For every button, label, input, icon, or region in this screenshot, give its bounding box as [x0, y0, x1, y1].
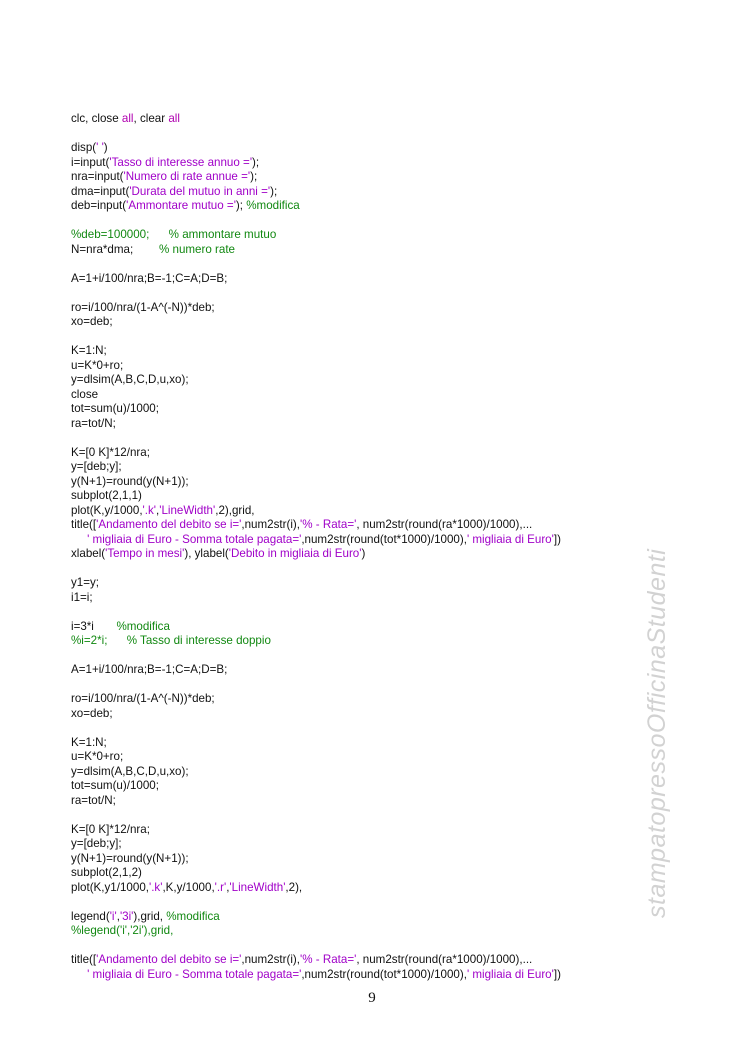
- code-string: 'Tempo in mesi': [105, 547, 185, 560]
- code-text: dma=input(: [71, 184, 130, 198]
- code-text: [71, 533, 87, 546]
- code-text: ): [361, 547, 366, 560]
- code-line: [71, 301, 561, 316]
- code-text: y(N+1)=round(y(N+1));: [71, 851, 189, 865]
- code-string: 'LineWidth': [159, 503, 216, 517]
- code-text: A=1+i/100/nra;B=-1;C=A;D=B;: [71, 271, 228, 285]
- code-line: [71, 185, 561, 200]
- code-text: );: [252, 155, 260, 169]
- code-text: K=1:N;: [71, 735, 107, 749]
- code-text: ,K,y/1000,: [162, 880, 215, 894]
- code-string: ' migliaia di Euro - Somma totale pagata=': [87, 967, 302, 981]
- code-string: '3i': [119, 909, 134, 923]
- code-line: [71, 663, 561, 678]
- code-text: ,num2str(round(tot*1000)/1000),: [301, 967, 467, 981]
- code-keyword: all: [121, 112, 134, 125]
- code-line: [71, 968, 561, 983]
- code-string: '% - Rata=': [300, 953, 357, 966]
- blank-line: [71, 562, 561, 577]
- code-text: K=[0 K]*12/nra;: [71, 822, 150, 836]
- code-comment: %legend('i','2i'),grid,: [71, 924, 174, 937]
- blank-line: [71, 605, 561, 620]
- code-line: [71, 707, 561, 722]
- code-text: [71, 968, 87, 981]
- code-line: [71, 924, 561, 939]
- code-line: [71, 504, 561, 519]
- code-text: y=[deb;y];: [71, 837, 122, 850]
- blank-line: [71, 939, 561, 954]
- blank-line: [71, 330, 561, 345]
- code-line: [71, 315, 561, 330]
- code-comment: % numero rate: [158, 242, 236, 256]
- code-text: deb=input(: [71, 199, 127, 212]
- code-line: [71, 692, 561, 707]
- code-text: plot(K,y1/1000,: [71, 880, 149, 894]
- code-text: ]): [553, 967, 561, 981]
- code-string: ' migliaia di Euro': [466, 532, 554, 546]
- code-text: i1=i;: [71, 590, 93, 604]
- code-string: ' migliaia di Euro': [466, 967, 554, 981]
- code-line: [71, 794, 561, 809]
- code-comment: %i=2*i; % Tasso di interesse doppio: [71, 634, 271, 647]
- code-text: K=[0 K]*12/nra;: [71, 445, 150, 459]
- code-string: '% - Rata=': [300, 518, 357, 531]
- code-line: [71, 533, 561, 548]
- code-text: ,2),grid,: [215, 503, 255, 517]
- code-text: y=[deb;y];: [71, 460, 122, 473]
- code-text: ): [103, 141, 108, 154]
- code-text: , clear: [133, 112, 169, 125]
- code-line: [71, 576, 561, 591]
- blank-line: [71, 895, 561, 910]
- code-comment: %modifica: [246, 199, 300, 212]
- code-line: [71, 634, 561, 649]
- code-text: title([: [71, 953, 97, 966]
- code-line: [71, 417, 561, 432]
- code-line: [71, 852, 561, 867]
- code-text: , num2str(round(ra*1000)/1000),...: [356, 518, 533, 531]
- code-text: ,num2str(round(tot*1000)/1000),: [301, 532, 467, 546]
- code-text: );: [250, 170, 258, 183]
- code-line: [71, 359, 561, 374]
- code-line: [71, 112, 561, 127]
- code-text: ,: [226, 880, 230, 894]
- code-text: ]): [553, 532, 561, 546]
- code-line: [71, 272, 561, 287]
- code-line: [71, 344, 561, 359]
- code-line: [71, 736, 561, 751]
- code-text: subplot(2,1,1): [71, 489, 142, 502]
- code-string: 'Andamento del debito se i=': [96, 518, 242, 531]
- code-string: 'Ammontare mutuo =': [126, 199, 236, 212]
- code-comment: %modifica: [166, 909, 220, 923]
- code-line: [71, 910, 561, 925]
- code-text: ),grid,: [133, 909, 167, 923]
- code-text: xo=deb;: [71, 706, 113, 720]
- code-text: clc, close: [71, 112, 122, 125]
- code-line: [71, 141, 561, 156]
- code-comment: %modifica: [116, 619, 170, 633]
- code-text: ra=tot/N;: [71, 416, 116, 430]
- code-text: y(N+1)=round(y(N+1));: [71, 474, 189, 488]
- code-text: i=3*i: [71, 619, 117, 633]
- watermark: stampatopressoOfficinaStudenti: [643, 548, 671, 918]
- code-text: i=input(: [71, 155, 110, 169]
- code-text: );: [235, 199, 247, 212]
- code-string: '.k': [149, 880, 163, 894]
- code-text: y=dlsim(A,B,C,D,u,xo);: [71, 373, 189, 386]
- code-line: [71, 373, 561, 388]
- code-text: ,num2str(i),: [241, 953, 301, 966]
- blank-line: [71, 678, 561, 693]
- code-string: 'Tasso di interesse annuo =': [109, 155, 253, 169]
- code-text: tot=sum(u)/1000;: [71, 779, 159, 792]
- code-text: ,: [156, 503, 160, 517]
- code-text: u=K*0+ro;: [71, 358, 124, 372]
- code-text: ro=i/100/nra/(1-A^(-N))*deb;: [71, 300, 215, 314]
- code-string: ' ': [96, 141, 104, 154]
- blank-line: [71, 257, 561, 272]
- code-text: xlabel(: [71, 547, 106, 560]
- code-text: ra=tot/N;: [71, 793, 116, 807]
- code-text: xo=deb;: [71, 315, 113, 328]
- code-text: ,: [116, 909, 120, 923]
- code-line: [71, 750, 561, 765]
- code-text: close: [71, 387, 99, 401]
- code-line: [71, 837, 561, 852]
- code-line: [71, 866, 561, 881]
- code-text: , num2str(round(ra*1000)/1000),...: [356, 953, 533, 966]
- code-line: [71, 388, 561, 403]
- code-string: ' migliaia di Euro - Somma totale pagata=': [87, 532, 302, 546]
- blank-line: [71, 649, 561, 664]
- code-text: tot=sum(u)/1000;: [71, 402, 159, 415]
- code-line: [71, 591, 561, 606]
- code-string: 'LineWidth': [229, 880, 286, 894]
- blank-line: [71, 214, 561, 229]
- code-text: y1=y;: [71, 576, 100, 589]
- code-string: 'Numero di rate annue =': [123, 170, 251, 183]
- code-text: );: [270, 184, 278, 198]
- code-text: A=1+i/100/nra;B=-1;C=A;D=B;: [71, 663, 228, 676]
- code-text: title([: [71, 518, 97, 531]
- page-number: 9: [368, 990, 376, 1006]
- code-line: [71, 547, 561, 562]
- code-string: 'i': [109, 909, 117, 923]
- code-line: [71, 620, 561, 635]
- code-line: [71, 243, 561, 258]
- code-text: disp(: [71, 141, 97, 154]
- code-text: plot(K,y/1000,: [71, 503, 143, 517]
- code-line: [71, 881, 561, 896]
- code-line: [71, 953, 561, 968]
- code-string: '.k': [142, 503, 156, 517]
- matlab-code-listing: [71, 112, 561, 982]
- code-text: subplot(2,1,2): [71, 866, 142, 879]
- code-line: [71, 156, 561, 171]
- blank-line: [71, 431, 561, 446]
- code-line: [71, 765, 561, 780]
- code-line: [71, 460, 561, 475]
- code-line: [71, 489, 561, 504]
- code-line: [71, 228, 561, 243]
- code-line: [71, 779, 561, 794]
- code-keyword: all: [168, 112, 180, 125]
- code-line: [71, 170, 561, 185]
- code-line: [71, 446, 561, 461]
- code-text: ,num2str(i),: [241, 518, 301, 531]
- code-text: nra=input(: [71, 170, 124, 183]
- code-string: '.r': [214, 880, 227, 894]
- code-line: [71, 475, 561, 490]
- code-text: N=nra*dma;: [71, 242, 159, 256]
- blank-line: [71, 721, 561, 736]
- blank-line: [71, 808, 561, 823]
- code-string: 'Debito in migliaia di Euro': [228, 547, 362, 560]
- code-line: [71, 823, 561, 838]
- code-string: 'Andamento del debito se i=': [96, 953, 242, 966]
- code-text: ro=i/100/nra/(1-A^(-N))*deb;: [71, 692, 215, 705]
- code-line: [71, 518, 561, 533]
- code-text: K=1:N;: [71, 344, 107, 357]
- blank-line: [71, 127, 561, 142]
- code-text: ), ylabel(: [184, 547, 229, 560]
- blank-line: [71, 286, 561, 301]
- code-line: [71, 199, 561, 214]
- code-text: u=K*0+ro;: [71, 750, 124, 763]
- code-text: legend(: [71, 909, 110, 923]
- code-line: [71, 402, 561, 417]
- code-text: y=dlsim(A,B,C,D,u,xo);: [71, 764, 189, 778]
- code-text: ,2),: [285, 880, 303, 894]
- code-comment: %deb=100000; % ammontare mutuo: [71, 228, 277, 241]
- code-string: 'Durata del mutuo in anni =': [129, 184, 271, 198]
